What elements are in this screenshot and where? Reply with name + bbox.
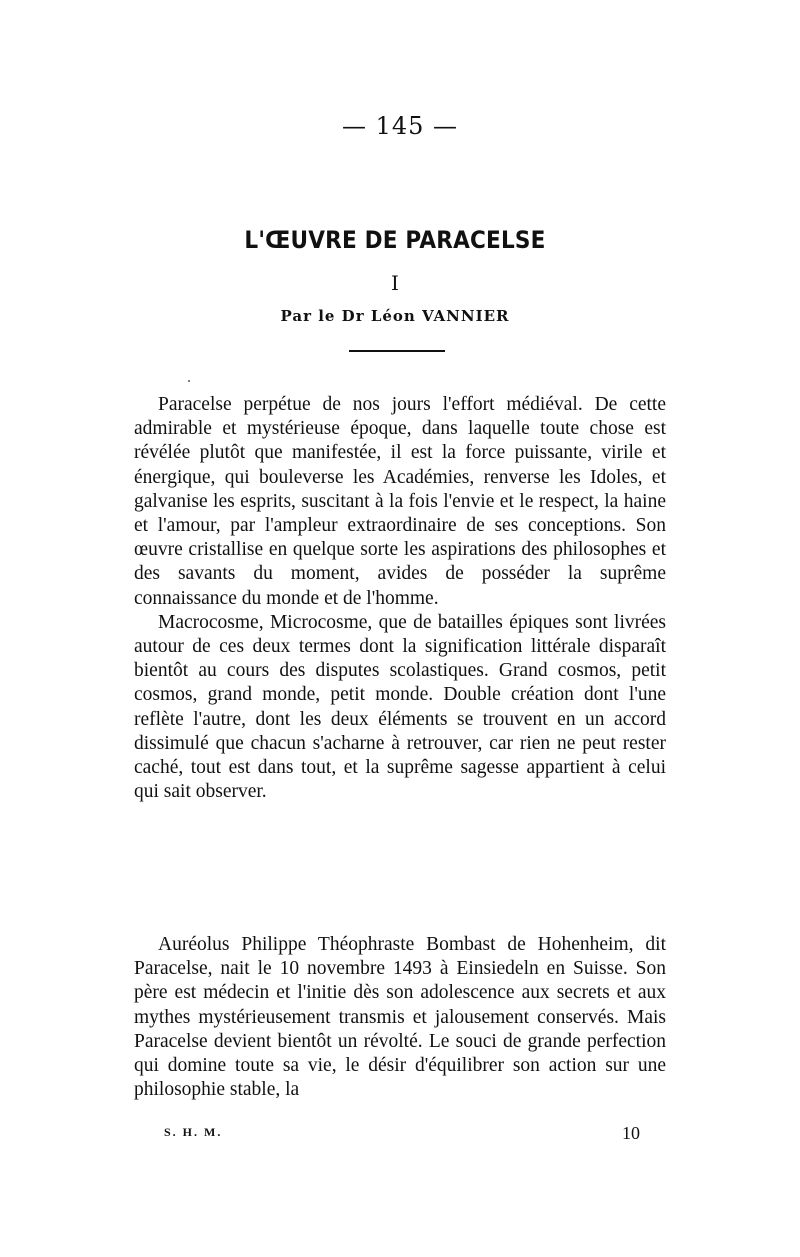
paper-speck	[188, 380, 190, 382]
gathering-number: 10	[622, 1123, 640, 1143]
page-number: — 145 —	[341, 112, 459, 140]
part-numeral: I	[391, 271, 399, 295]
article-title: L'ŒUVRE DE PARACELSE	[244, 226, 546, 254]
author-byline: Par le Dr Léon VANNIER	[280, 307, 510, 325]
body-text-lower	[134, 933, 666, 1102]
signature-mark: S. H. M.	[164, 1125, 223, 1139]
paragraph-2: Macrocosme, Microcosme, que de batailles épiques sont livrées autour de ces deux termes dont la signification littérale disparaît bientôt au cours des disputes scolastiques. Grand cosmos, petit cosmos, grand monde, petit monde. Double création dont l'une reflète l'autre, dont les deux éléments se trouvent en un accord dissimulé que chacun s'acharne à retrouver, car rien ne peut rester caché, tout est dans tout, et la suprême sagesse appartient à celui qui sait observer.	[134, 611, 666, 803]
paragraph-1: Paracelse perpétue de nos jours l'effort médiéval. De cette admirable et mystérieuse époque, dans laquelle toute chose est révélée plutôt que manifestée, il est la force puissante, virile et énergique, qui bouleverse les Académies, renverse les Idoles, et galvanise les esprits, suscitant à la fois l'envie et le respect, la haine et l'amour, par l'ampleur extraordinaire de ses conceptions. Son œuvre cristallise en quelque sorte les aspirations des philosophes et des savants du moment, avides de posséder la suprême connaissance du monde et de l'homme.	[134, 394, 666, 609]
body-text-upper	[134, 393, 666, 804]
paragraph-3: Auréolus Philippe Théophraste Bombast de Hohenheim, dit Paracelse, nait le 10 novembre 1493 à Einsiedeln en Suisse. Son père est médecin et l'initie dès son adolescence aux secrets et aux mythes mystérieusement transmis et jalousement conservés. Mais Paracelse devient bientôt un révolté. Le souci de grande perfection qui domine toute sa vie, le désir d'équilibrer son action sur une philosophie stable, la	[134, 934, 666, 1101]
title-divider	[349, 350, 445, 352]
page-footer	[164, 1125, 640, 1145]
